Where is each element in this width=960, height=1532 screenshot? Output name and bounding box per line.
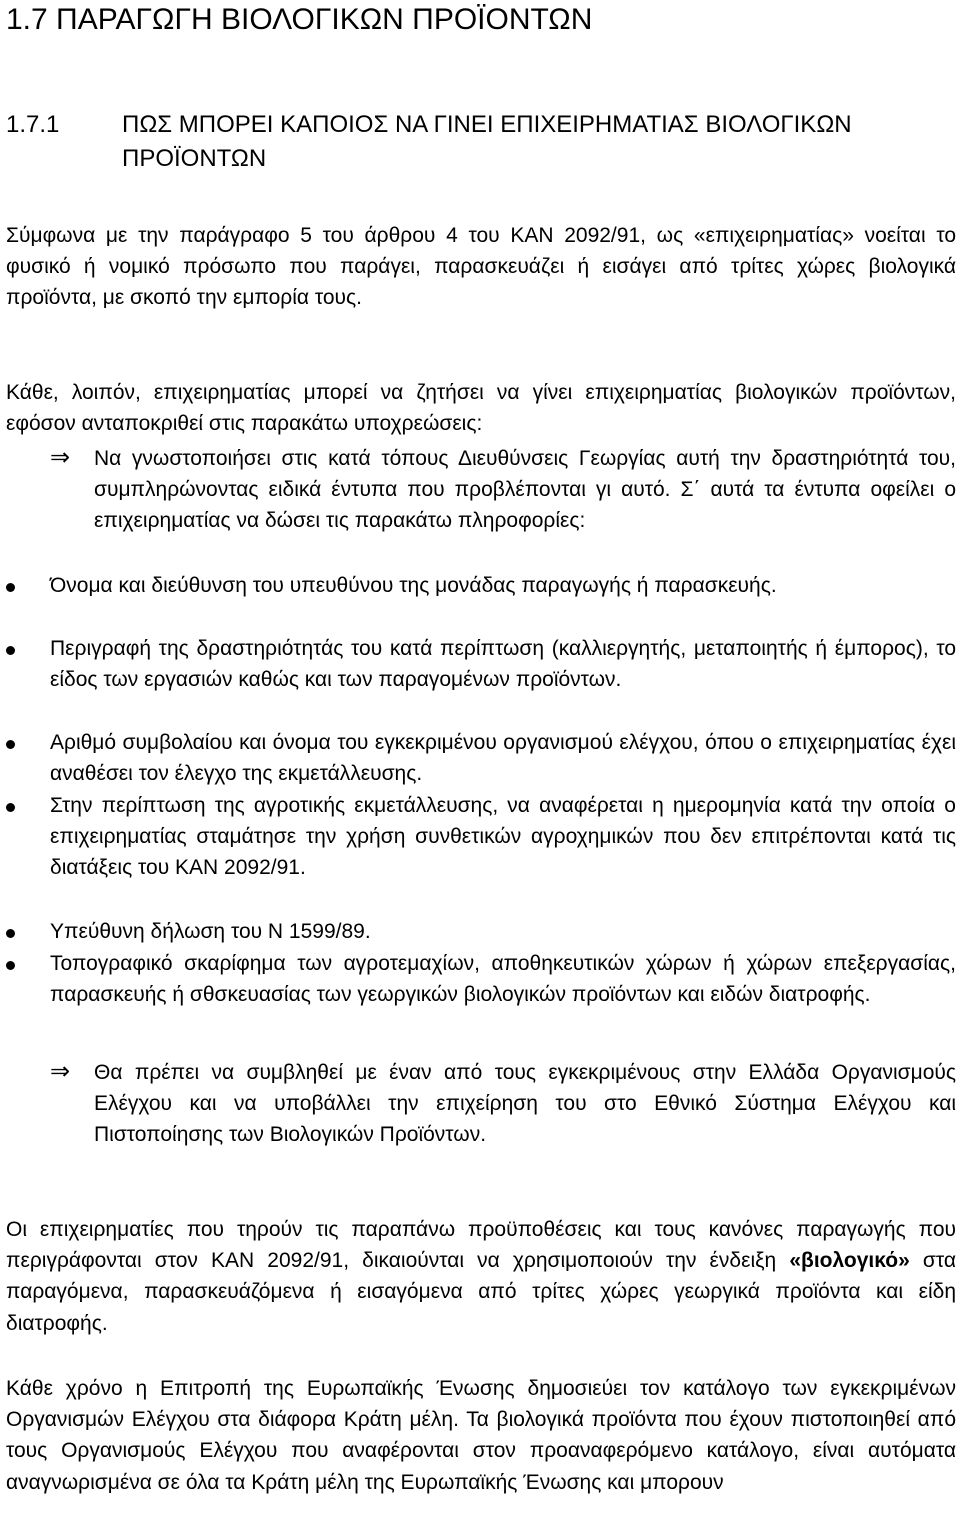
bold-term-biologiko: «βιολογικό»	[789, 1249, 910, 1273]
paragraph-obligations-intro: Κάθε, λοιπόν, επιχειρηματίας μπορεί να ζητήσει να γίνει επιχειρηματίας βιολογικών προϊόντων, εφόσον ανταποκριθεί στις παρακάτω υποχρεώσεις:	[6, 381, 956, 436]
subsection-title: ΠΩΣ ΜΠΟΡΕΙ ΚΑΠΟΙΟΣ ΝΑ ΓΙΝΕΙ ΕΠΙΧΕΙΡΗΜΑΤΙΑΣ ΒΙΟΛΟΓΙΚΩΝ ΠΡΟΪΟΝΤΩΝ	[122, 111, 852, 172]
subsection-number: 1.7.1	[6, 111, 60, 138]
bullet-dot-icon	[6, 803, 15, 812]
bullet-dot-icon	[6, 929, 15, 938]
list-item: Περιγραφή της δραστηριότητάς του κατά περίπτωση (καλλιεργητής, μεταποιητής ή έμπορος), το είδος των εργασιών καθώς και των παραγομένων προϊόντων.	[50, 637, 956, 692]
paragraph-text: Οι επιχειρηματίες που τηρούν τις παραπάνω προϋποθέσεις και τους κανόνες παραγωγής που περιγράφονται στον ΚΑΝ 2092/91, δικαιούνται να χρησιμοποιούν την ένδειξη	[6, 1218, 956, 1273]
list-item: Τοπογραφικό σκαρίφημα των αγροτεμαχίων, αποθηκευτικών χώρων ή χώρων επεξεργασίας, παρασκευής ή σθσκευασίας των γεωργικών βιολογικών προϊόντων και ειδών διατροφής.	[50, 952, 956, 1007]
bullet-dot-icon	[6, 646, 15, 655]
paragraph-text: στα παραγόμενα, παρασκευάζόμενα ή εισαγόμενα από τρίτες χώρες γεωργικά προϊόντα και είδη διατροφής.	[6, 1249, 956, 1335]
bullet-dot-icon	[6, 583, 15, 592]
list-item: Αριθμό συμβολαίου και όνομα του εγκεκριμένου οργανισμού ελέγχου, όπου ο επιχειρηματίας έχει αναθέσει τον έλεγχο της εκμετάλλευσης.	[50, 731, 956, 786]
double-right-arrow-icon: ⇒	[50, 1058, 71, 1085]
double-right-arrow-icon: ⇒	[50, 444, 71, 471]
list-item: Στην περίπτωση της αγροτικής εκμετάλλευσης, να αναφέρεται η ημερομηνία κατά την οποία ο επιχειρηματίας σταμάτησε την χρήση συνθετικών αγροχημικών που δεν επιτρέπονται κατά τις διατάξεις του ΚΑΝ 2092/91.	[50, 794, 956, 880]
paragraph-definition: Σύμφωνα με την παράγραφο 5 του άρθρου 4 του ΚΑΝ 2092/91, ως «επιχειρηματίας» νοείται το φυσικό ή νομικό πρόσωπο που παράγει, παρασκευάζει ή εισάγει από τρίτες χώρες βιολογικά προϊόντα, με σκοπό την εμπορία τους.	[6, 224, 956, 310]
paragraph-eu-catalogue: Κάθε χρόνο η Επιτροπή της Ευρωπαϊκής Ένωσης δημοσιεύει τον κατάλογο των εγκεκριμένων Οργανισμών Ελέγχου στα διάφορα Κράτη μέλη. Τα βιολογικά προϊόντα που έχουν πιστοποιηθεί από τους Οργανισμούς Ελέγχου που αναφέρονται στον προαναφερόμενο κατάλογο, είναι αυτόματα αναγνωρισμένα σε όλα τα Κράτη μέλη της Ευρωπαϊκής Ένωσης και μπορουν	[6, 1377, 956, 1494]
arrow-item-contract: Θα πρέπει να συμβληθεί με έναν από τους εγκεκριμένους στην Ελλάδα Οργανισμούς Ελέγχου και να υποβάλλει την επιχείρηση του στο Εθνικό Σύστημα Ελέγχου και Πιστοποίησης των Βιολογικών Προϊόντων.	[94, 1061, 956, 1147]
bullet-dot-icon	[6, 740, 15, 749]
paragraph-biological-label	[6, 1214, 956, 1339]
arrow-item-notify: Να γνωστοποιήσει στις κατά τόπους Διευθύνσεις Γεωργίας αυτή την δραστηριότητά του, συμπληρώνοντας ειδικά έντυπα που προβλέπονται γι αυτό. Σ΄ αυτά τα έντυπα οφείλει ο επιχειρηματίας να δώσει τις παρακάτω πληροφορίες:	[94, 447, 956, 533]
list-item: Όνομα και διεύθυνση του υπευθύνου της μονάδας παραγωγής ή παρασκευής.	[50, 574, 777, 597]
bullet-dot-icon	[6, 961, 15, 970]
section-title: 1.7 ΠΑΡΑΓΩΓΗ ΒΙΟΛΟΓΙΚΩΝ ΠΡΟΪΟΝΤΩΝ	[6, 3, 593, 36]
list-item: Υπεύθυνη δήλωση του Ν 1599/89.	[50, 920, 371, 943]
